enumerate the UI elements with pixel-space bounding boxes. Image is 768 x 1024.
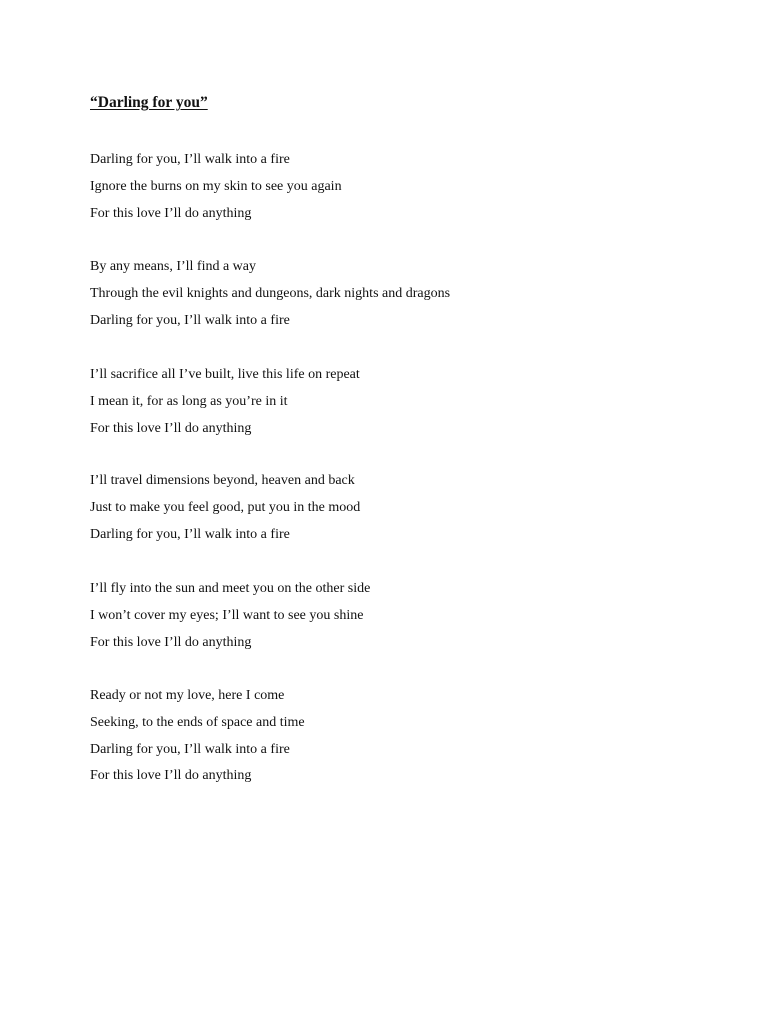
lyric-line: I’ll travel dimensions beyond, heaven and back (90, 473, 355, 488)
lyric-line: Darling for you, I’ll walk into a fire (90, 312, 290, 328)
lyric-line: Just to make you feel good, put you in the mood (90, 499, 361, 515)
lyric-line: By any means, I’ll find a way (90, 259, 257, 274)
song-title: “Darling for you” (90, 94, 208, 111)
lyric-line: Darling for you, I’ll walk into a fire (90, 741, 290, 757)
lyric-line: Darling for you, I’ll walk into a fire (90, 526, 290, 542)
lyric-line: I’ll sacrifice all I’ve built, live this life on repeat (90, 367, 360, 382)
lyric-line: Through the evil knights and dungeons, dark nights and dragons (90, 285, 451, 301)
lyric-line: I mean it, for as long as you’re in it (90, 393, 288, 409)
lyric-line: For this love I’ll do anything (90, 205, 252, 221)
lyric-line: Darling for you, I’ll walk into a fire (90, 152, 290, 167)
verse-4 (90, 468, 360, 548)
lyric-line: For this love I’ll do anything (90, 420, 252, 436)
verse-1 (90, 147, 342, 227)
lyric-line: Ignore the burns on my skin to see you again (90, 178, 342, 194)
lyric-line: I’ll fly into the sun and meet you on the other side (90, 581, 371, 596)
lyric-line: Ready or not my love, here I come (90, 688, 285, 703)
lyric-line: Seeking, to the ends of space and time (90, 714, 305, 730)
verse-3 (90, 362, 360, 442)
verse-6 (90, 683, 305, 790)
lyric-line: I won’t cover my eyes; I’ll want to see you shine (90, 607, 364, 623)
verse-2 (90, 254, 450, 334)
verse-5 (90, 576, 370, 656)
lyric-line: For this love I’ll do anything (90, 768, 252, 784)
lyric-line: For this love I’ll do anything (90, 634, 252, 650)
